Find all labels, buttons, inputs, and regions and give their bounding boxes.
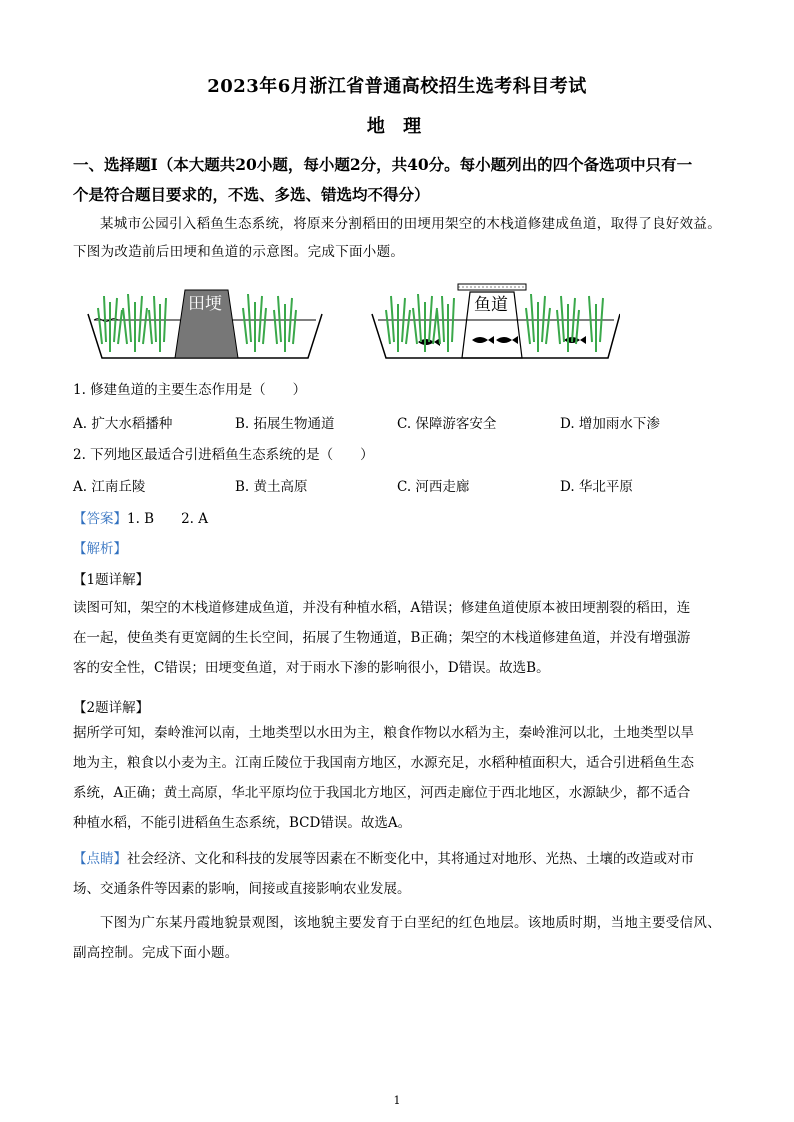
answer-line xyxy=(73,507,208,527)
question-1-stem: 1. 修建鱼道的主要生态作用是（ ） xyxy=(73,382,307,398)
intro-2-line1: 下图为广东某丹霞地貌景观图，该地貌主要发育于白垩纪的红色地层。该地质时期，当地主要受信风、 xyxy=(100,915,721,931)
ridge-fishway-figure xyxy=(80,282,620,366)
detail-2-line2: 地为主，粮食以小麦为主。江南丘陵位于我国南方地区，水源充足，水稻种植面积大，适合引进稻鱼生态 xyxy=(73,755,694,771)
subject-title: 地 理 xyxy=(366,116,428,137)
intro-1-line2: 下图为改造前后田埂和鱼道的示意图。完成下面小题。 xyxy=(73,244,405,260)
detail-2-line1: 据所学可知，秦岭淮河以南，土地类型以水田为主，粮食作物以水稻为主，秦岭淮河以北，土地类型以旱 xyxy=(73,725,694,741)
page-number: 1 xyxy=(393,1094,401,1107)
exam-title: 2023年6月浙江省普通高校招生选考科目考试 xyxy=(207,76,587,97)
analysis-tag: 【解析】 xyxy=(73,541,127,557)
detail-2-paragraph xyxy=(73,718,723,838)
before-diagram xyxy=(88,290,322,358)
detail-2-tag: 【2题详解】 xyxy=(73,700,150,716)
comment-tag: 【点睛】 xyxy=(73,851,127,867)
detail-2-line4: 种植水稻，不能引进稻鱼生态系统，BCD错误。故选A。 xyxy=(73,815,412,831)
detail-1-line2: 在一起，使鱼类有更宽阔的生长空间，拓展了生物通道，B正确；架空的木栈道修建鱼道，并没有增强游 xyxy=(73,630,691,646)
intro-2-line2: 副高控制。完成下面小题。 xyxy=(73,945,239,961)
comment-text-1: 社会经济、文化和科技的发展等因素在不断变化中，其将通过对地形、光热、土壤的改造或对市 xyxy=(127,851,694,867)
fish-icon xyxy=(472,336,494,344)
intro-paragraph-2 xyxy=(73,908,723,968)
q1-option-b[interactable]: B. 拓展生物通道 xyxy=(235,416,335,432)
q2-option-d[interactable]: D. 华北平原 xyxy=(560,479,633,495)
comment-line1 xyxy=(73,844,723,874)
detail-1-line3: 客的安全性，C错误；田埂变鱼道，对于雨水下渗的影响很小，D错误。故选B。 xyxy=(73,660,550,676)
section-heading-line1: 一、选择题Ⅰ（本大题共20小题，每小题2分，共40分。每小题列出的四个备选项中只有一 xyxy=(73,155,693,174)
fish-icon xyxy=(496,336,518,344)
fishway-label: 鱼道 xyxy=(474,295,508,315)
q2-option-c[interactable]: C. 河西走廊 xyxy=(397,479,470,495)
after-diagram xyxy=(372,284,620,358)
comment-line2: 场、交通条件等因素的影响，间接或直接影响农业发展。 xyxy=(73,881,411,897)
q1-option-d[interactable]: D. 增加雨水下渗 xyxy=(560,416,660,432)
section-heading-line2: 个是符合题目要求的，不选、多选、错选均不得分） xyxy=(73,185,430,204)
answer-text: 1. B 2. A xyxy=(127,511,209,527)
detail-1-tag: 【1题详解】 xyxy=(73,572,150,588)
intro-1-line1: 某城市公园引入稻鱼生态系统，将原来分割稻田的田埂用架空的木栈道修建成鱼道，取得了良好效益。 xyxy=(100,216,721,232)
detail-1-paragraph xyxy=(73,593,723,683)
q1-option-c[interactable]: C. 保障游客安全 xyxy=(397,416,497,432)
comment-paragraph xyxy=(73,844,723,904)
intro-paragraph-1 xyxy=(73,210,723,266)
answer-tag: 【答案】 xyxy=(73,511,127,527)
section-heading xyxy=(73,150,723,210)
q2-option-a[interactable]: A. 江南丘陵 xyxy=(73,479,146,495)
detail-1-line1: 读图可知，架空的木栈道修建成鱼道，并没有种植水稻，A错误；修建鱼道使原本被田埂割裂的稻田，连 xyxy=(73,600,691,616)
question-2-stem: 2. 下列地区最适合引进稻鱼生态系统的是（ ） xyxy=(73,447,374,463)
field-ridge-label: 田埂 xyxy=(188,294,222,314)
q1-option-a[interactable]: A. 扩大水稻播种 xyxy=(73,416,173,432)
detail-2-line3: 系统，A正确；黄土高原，华北平原均位于我国北方地区，河西走廊位于西北地区，水源缺少，都不适合 xyxy=(73,785,691,801)
q2-option-b[interactable]: B. 黄土高原 xyxy=(235,479,308,495)
